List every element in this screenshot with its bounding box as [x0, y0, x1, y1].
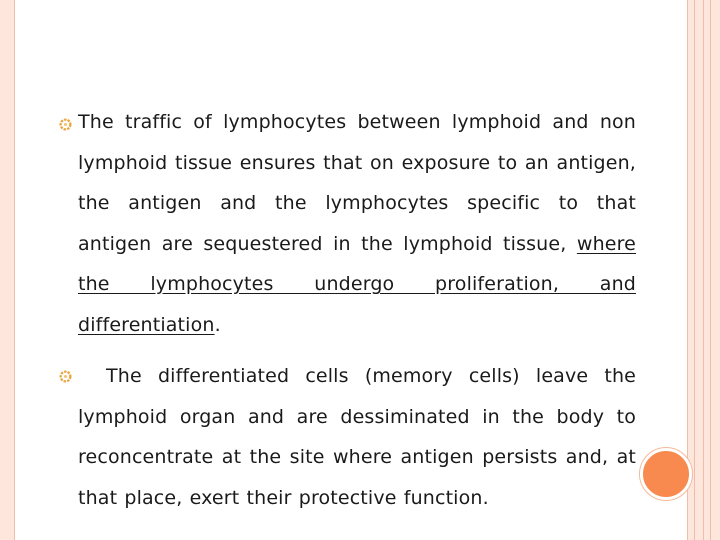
underlined-text: where the lymphocytes undergo proliferation, and differentiation [78, 232, 636, 336]
paragraph-text: . [214, 313, 221, 336]
paragraph-text: The traffic of lymphocytes between lymphoid and non lymphoid tissue ensures that on exposure to an antigen, the antigen and the lymphocytes specific to that antigen are sequestered in the lymphoid tissue, [78, 111, 636, 255]
paragraph-text: The differentiated cells (memory cells) leave the lymphoid organ and are dessiminated in the body to reconcentrate at the site where antigen persists and, at that place, exert their protective function. [78, 365, 636, 509]
border-rule [694, 0, 695, 540]
bullet-paragraph [78, 102, 636, 345]
decorative-circle [640, 448, 692, 500]
border-rule [703, 0, 704, 540]
bullet-paragraph [78, 356, 636, 518]
border-rule [710, 0, 711, 540]
wreath-bullet-icon [58, 369, 73, 384]
wreath-bullet-icon [58, 117, 73, 132]
